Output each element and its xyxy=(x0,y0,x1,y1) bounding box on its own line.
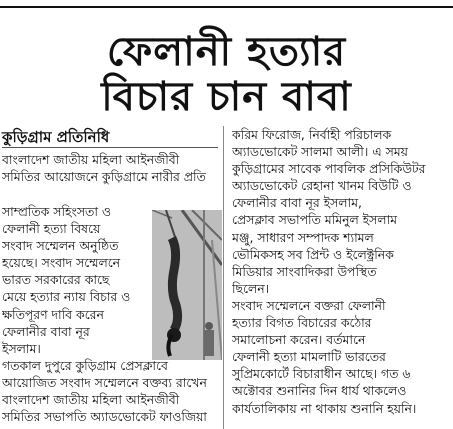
text-line: সমিতির আয়োজনে কুড়িগ্রামে নারীর প্রতি xyxy=(2,169,206,185)
text-line: আয়োজিত সংবাদ সম্মেলনে বক্তব্য রাখেন xyxy=(2,375,207,391)
text-line: সমিতির সভাপতি অ্যাডভোকেট ফাওজিয়া xyxy=(2,409,207,425)
text-line: মঞ্জু, সাধারণ সম্পাদক শ্যামল xyxy=(232,229,374,245)
left-column-wrapped-text xyxy=(2,203,148,357)
text-line: ফেলানীর বাবা নূর ইসলাম, xyxy=(232,195,362,211)
headline-line-1: ফেলানী হত্যার xyxy=(106,29,347,75)
text-line: গতকাল দুপুরে কুড়িগ্রাম প্রেসক্লাবে xyxy=(2,358,168,373)
text-line: সমালোচনা করেন। বর্তমানে xyxy=(232,332,366,348)
text-line: অ্যাডভোকেট রেহানা খানম বিউটি ও xyxy=(232,178,412,194)
text-line: কার্যতালিকায় না থাকায় শুনানি হয়নি। xyxy=(232,400,417,416)
column-divider xyxy=(223,126,224,429)
text-line: ফেলানী হত্যা বিষয়ে xyxy=(2,221,101,237)
text-line: সুপ্রিমকোর্টে বিচারাধীন আছে। গত ৬ xyxy=(232,366,411,382)
headline-line-2: বিচার চান বাবা xyxy=(101,74,352,120)
text-line: ভৌমিকসহ সব প্রিন্ট ও ইলেক্ট্রনিক xyxy=(232,246,394,262)
text-line: করিম ফিরোজ, নির্বাহী পরিচালক xyxy=(232,127,392,142)
text-line: হত্যার বিগত বিচারের কঠোর xyxy=(232,315,372,331)
byline-underline xyxy=(2,147,218,148)
news-photo xyxy=(152,210,222,360)
text-line: ভারত সরকারের কাছে xyxy=(2,272,110,288)
text-line: ক্ষতিপূরণ দাবি করেন xyxy=(2,306,104,322)
text-line: হয়েছে। সংবাদ সম্মেলনে xyxy=(2,255,121,271)
text-line: প্রেসক্লাব সভাপতি মমিনুল ইসলাম xyxy=(232,212,397,228)
text-line: ছিলেন। xyxy=(232,280,270,296)
text-line: ফেলানী হত্যা মামলাটি ভারতের xyxy=(232,349,386,365)
text-line: ফেলানীর বাবা নূর xyxy=(2,323,90,339)
text-line: অক্টোবর শুনানির দিন ধার্য থাকলেও xyxy=(232,383,407,399)
photo-illustration xyxy=(152,210,222,360)
text-line: সাম্প্রতিক সহিংসতা ও xyxy=(2,204,111,219)
text-line: মিডিয়ার সাংবাদিকরা উপস্থিত xyxy=(232,263,377,279)
left-column-intro xyxy=(2,151,220,185)
byline: কুড়িগ্রাম প্রতিনিধি xyxy=(2,128,110,146)
text-line: সংবাদ সম্মেলন অনুষ্ঠিত xyxy=(2,238,119,254)
right-column-text xyxy=(232,126,451,417)
text-line: ইসলাম। xyxy=(2,340,41,356)
text-line: কুড়িগ্রামের সাবেক পাবলিক প্রসিকিউটর xyxy=(232,161,426,177)
left-column-closing xyxy=(2,357,220,425)
text-line: অ্যাডভোকেট সালমা আলী। এ সময় xyxy=(232,144,408,160)
top-rule xyxy=(0,6,453,8)
text-line: মেয়ে হত্যার ন্যায় বিচার ও xyxy=(2,289,131,305)
text-line: সংবাদ সম্মেলনে বক্তরা ফেলানী xyxy=(232,297,386,313)
text-line: বাংলাদেশ জাতীয় মহিলা আইনজীবী xyxy=(2,152,180,167)
text-line: বাংলাদেশ জাতীয় মহিলা আইনজীবী xyxy=(2,392,180,408)
